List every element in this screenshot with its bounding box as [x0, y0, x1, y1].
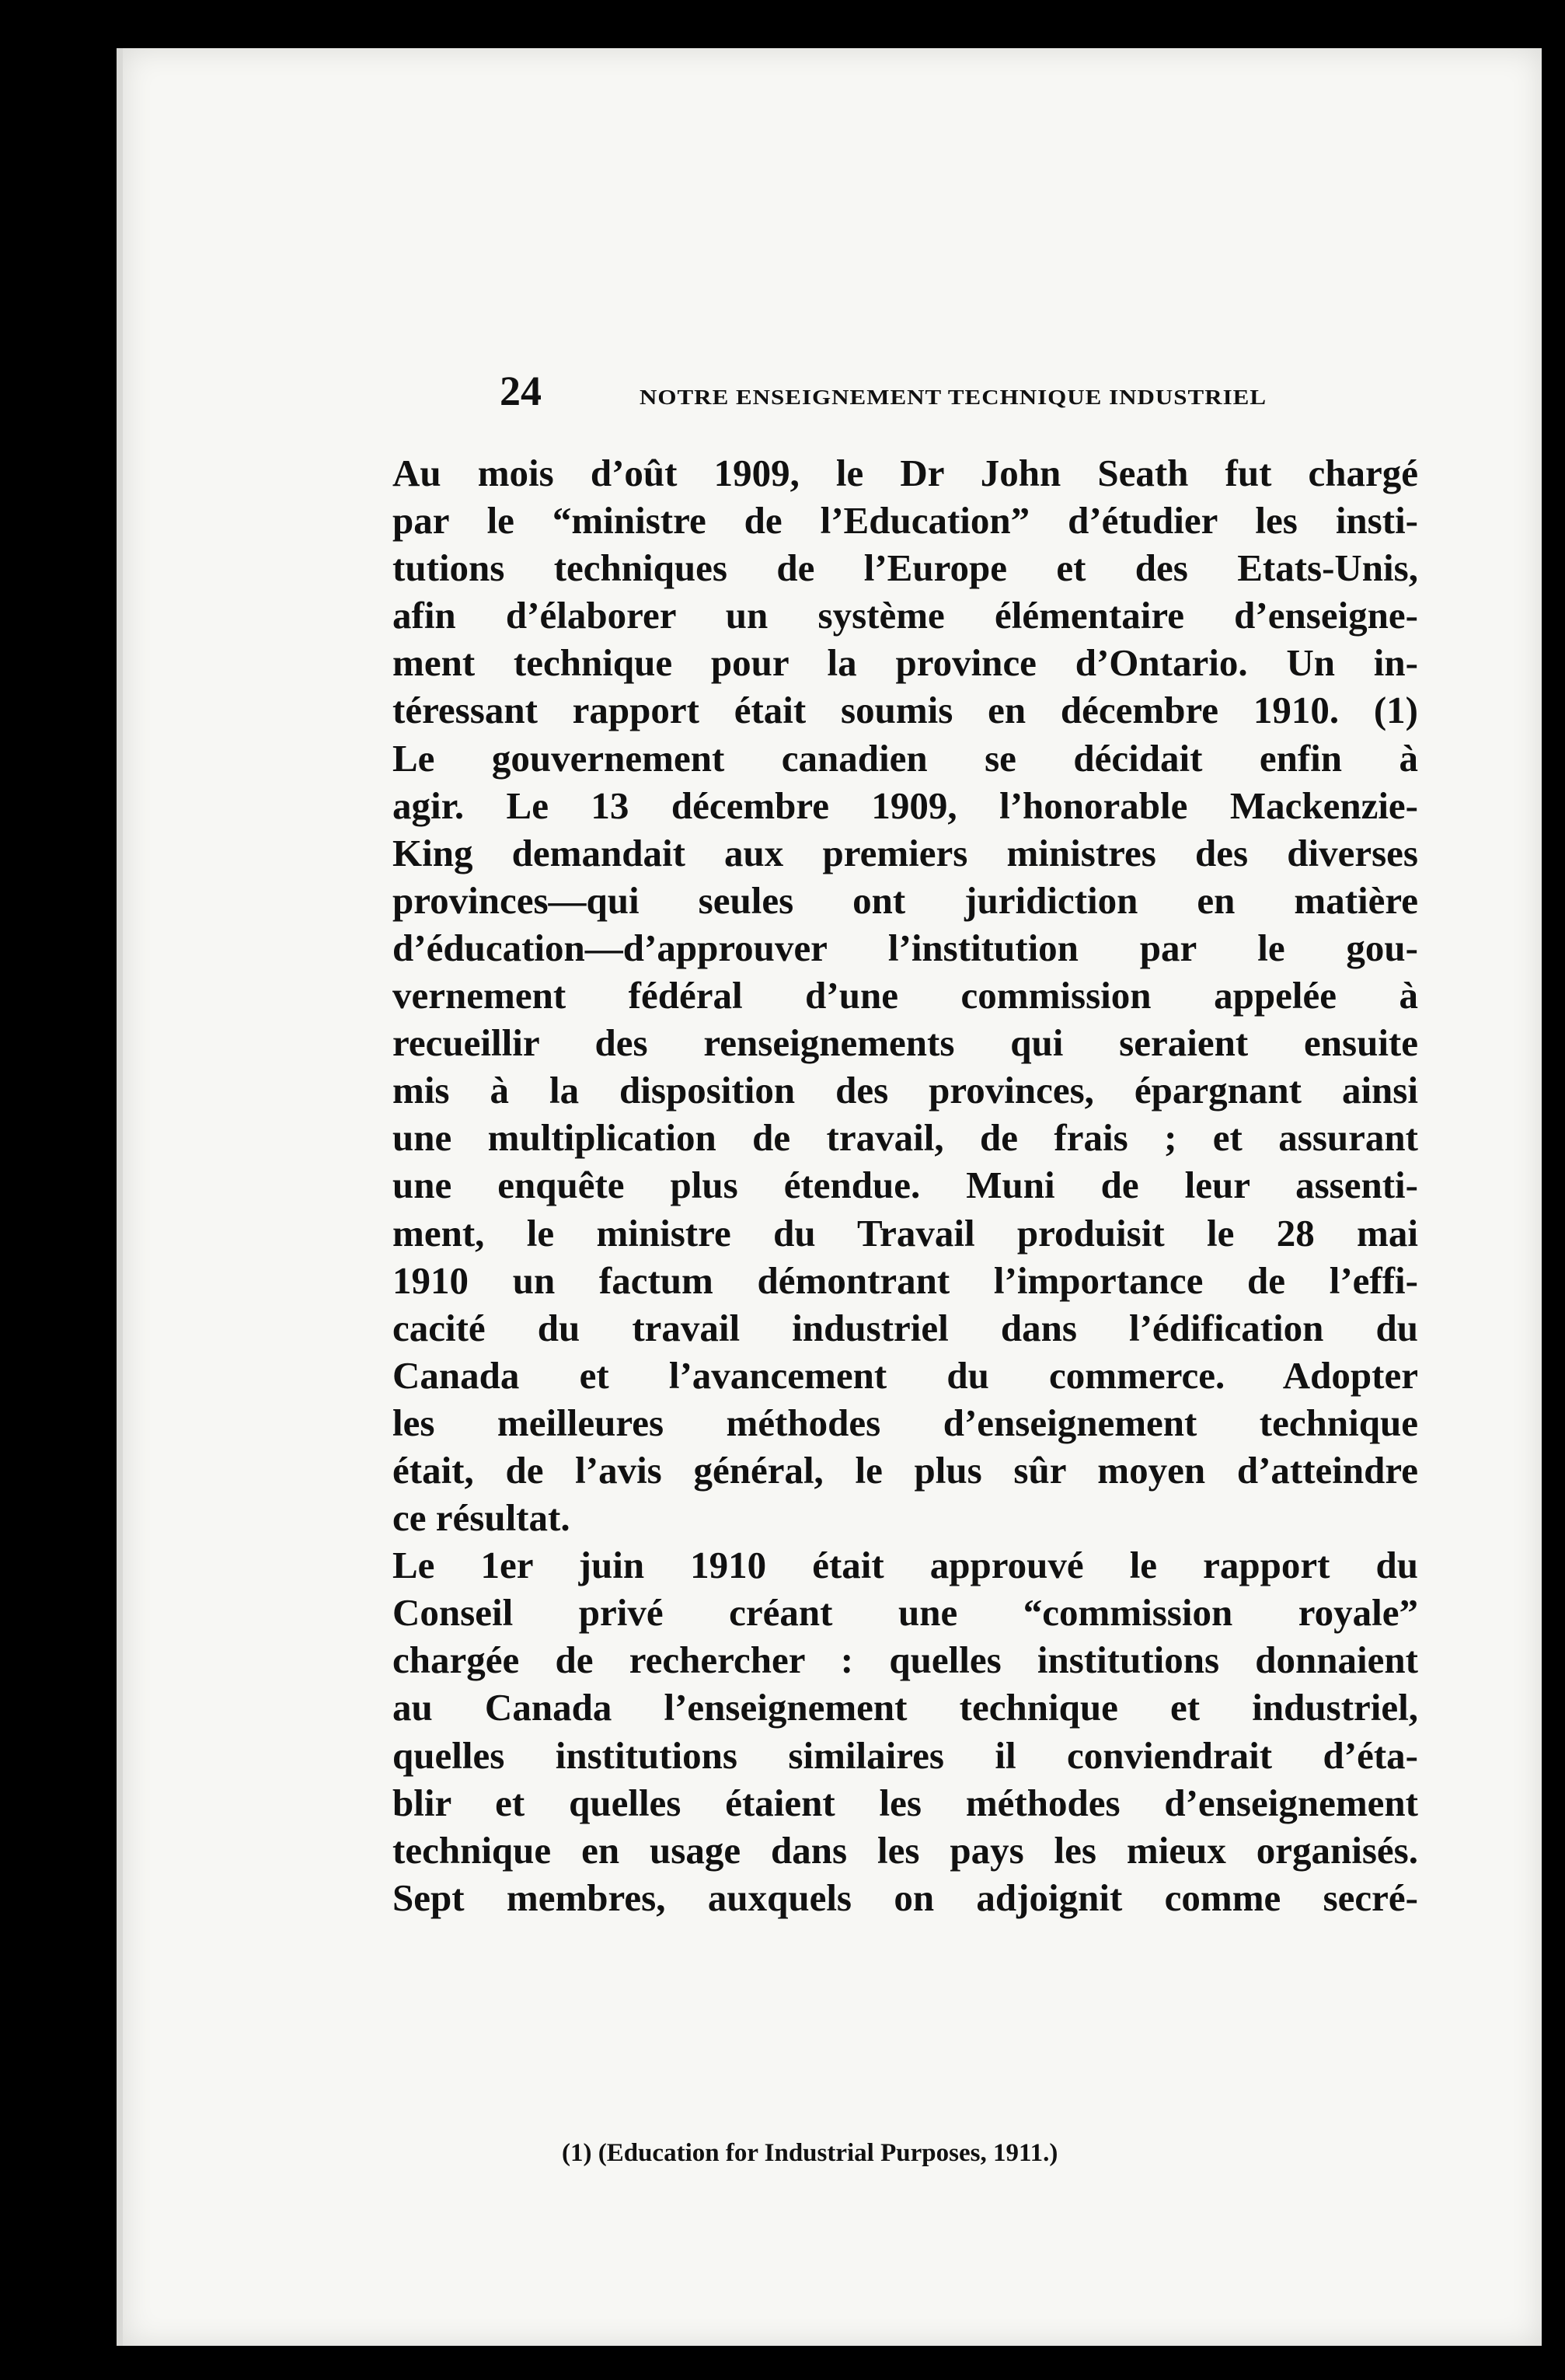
footnote: (1) (Education for Industrial Purposes, 1911.) [562, 2139, 1058, 2167]
text-line: une multiplication de travail, de frais ; et assurant [392, 1116, 1418, 1160]
running-head: NOTRE ENSEIGNEMENT TECHNIQUE INDUSTRIEL [640, 384, 1267, 410]
text-line: Conseil privé créant une “commission royale” [392, 1591, 1418, 1635]
text-line: Canada et l’avancement du commerce. Adopter [392, 1353, 1418, 1397]
text-line: cacité du travail industriel dans l’édification du [392, 1306, 1418, 1349]
text-line: recueillir des renseignements qui seraient ensuite [392, 1021, 1418, 1065]
text-line: Le 1er juin 1910 était approuvé le rapport du [392, 1544, 1418, 1587]
text-line: était, de l’avis général, le plus sûr moyen d’atteindre [392, 1448, 1418, 1492]
text-line: par le “ministre de l’Education” d’étudier les insti- [392, 499, 1418, 543]
text-line: agir. Le 13 décembre 1909, l’honorable Mackenzie- [392, 783, 1418, 827]
text-line: Au mois d’oût 1909, le Dr John Seath fut chargé [392, 452, 1418, 494]
text-line: mis à la disposition des provinces, épargnant ainsi [392, 1069, 1418, 1112]
text-line: d’éducation—d’approuver l’institution par le gou- [392, 926, 1418, 969]
text-line: quelles institutions similaires il conviendrait d’éta- [392, 1733, 1418, 1777]
text-line: vernement fédéral d’une commission appelée à [392, 974, 1418, 1017]
text-line: ce résultat. [392, 1496, 570, 1540]
text-line: King demandait aux premiers ministres des diverses [392, 831, 1418, 874]
text-line: 1910 un factum démontrant l’importance de l’effi- [392, 1258, 1418, 1302]
text-line: une enquête plus étendue. Muni de leur assenti- [392, 1164, 1418, 1207]
text-line: tutions techniques de l’Europe et des Etats-Unis, [392, 546, 1418, 590]
text-line: ment, le ministre du Travail produisit le 28 mai [392, 1211, 1418, 1255]
text-line: ment technique pour la province d’Ontario. Un in- [392, 641, 1418, 685]
text-line: afin d’élaborer un système élémentaire d’enseigne- [392, 594, 1418, 637]
page-number: 24 [500, 368, 542, 414]
text-line: chargée de rechercher : quelles institutions donnaient [392, 1638, 1418, 1682]
text-line: téressant rapport était soumis en décembre 1910. (1) [392, 689, 1418, 732]
text-line: Sept membres, auxquels on adjoignit comme secré- [392, 1876, 1418, 1919]
text-line: technique en usage dans les pays les mieux organisés. [392, 1828, 1418, 1872]
text-line: au Canada l’enseignement technique et industriel, [392, 1686, 1418, 1729]
text-line: blir et quelles étaient les méthodes d’enseignement [392, 1781, 1418, 1824]
text-line: provinces—qui seules ont juridiction en matière [392, 878, 1418, 922]
text-line: les meilleures méthodes d’enseignement technique [392, 1401, 1418, 1444]
page-header [500, 367, 1448, 415]
body-text [392, 449, 1418, 1921]
text-line: Le gouvernement canadien se décidait enfin à [392, 736, 1418, 780]
